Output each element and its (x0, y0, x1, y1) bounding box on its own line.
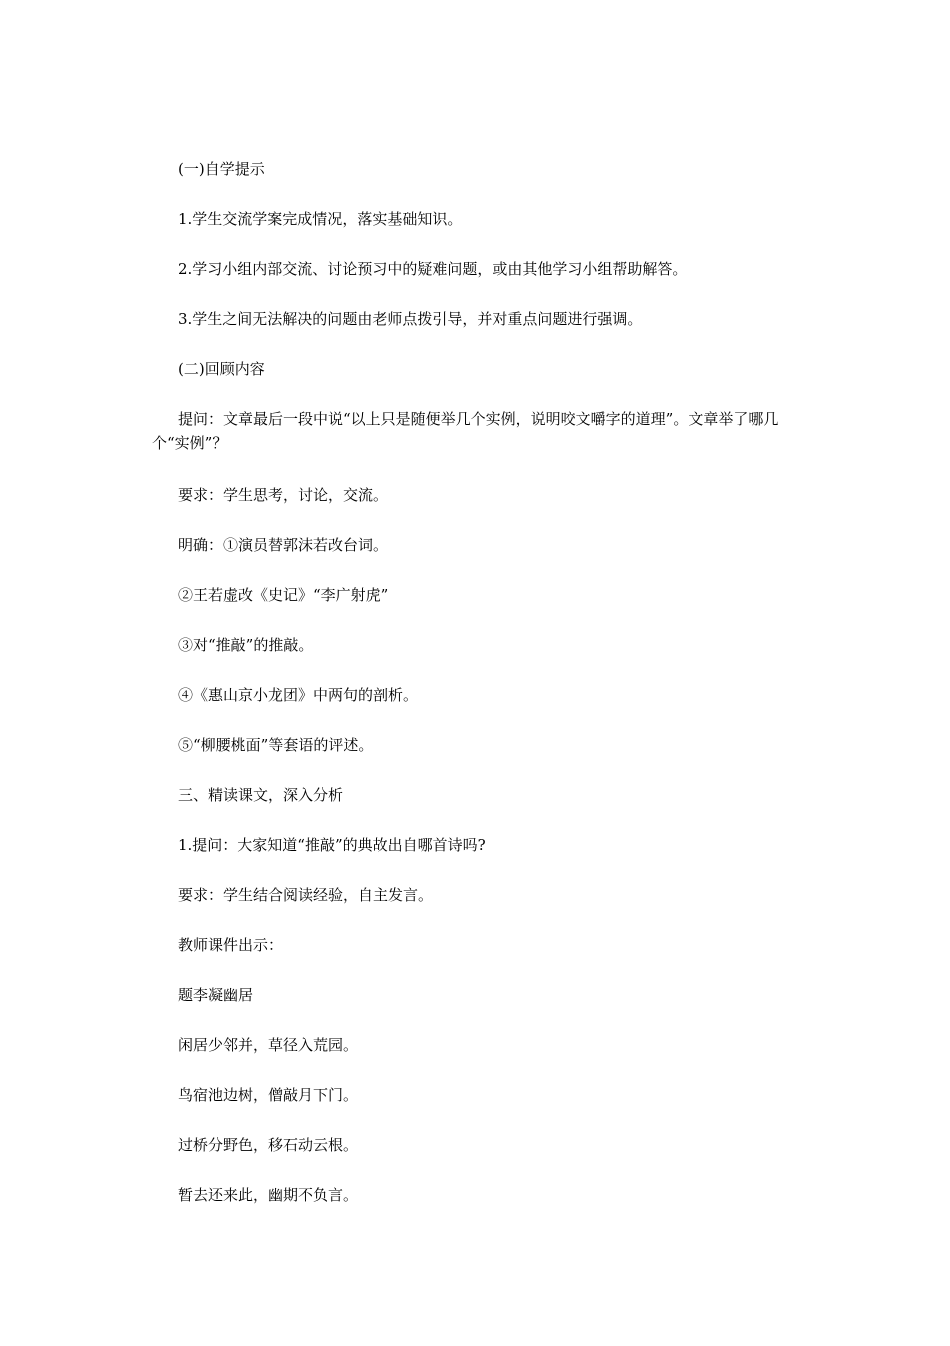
paragraph-question: 提问：文章最后一段中说“以上只是随便举几个实例，说明咬文嚼字的道理”。文章举了哪几个“实例”？ (152, 410, 779, 452)
heading-self-study-tips: (一)自学提示 (178, 160, 265, 178)
poem-title: 题李凝幽居 (178, 986, 254, 1004)
poem-line-3: 过桥分野色，移石动云根。 (178, 1136, 359, 1154)
paragraph-clarify-1: 明确：①演员替郭沫若改台词。 (178, 536, 389, 554)
paragraph-courseware-intro: 教师课件出示： (178, 936, 284, 954)
paragraph-question-tuiqiao: 1.提问：大家知道“推敲”的典故出自哪首诗吗? (178, 836, 486, 854)
paragraph-requirement-speak: 要求：学生结合阅读经验，自主发言。 (178, 886, 434, 904)
paragraph-step-3: 3.学生之间无法解决的问题由老师点拨引导，并对重点问题进行强调。 (178, 310, 643, 328)
paragraph-clarify-3: ③对“推敲”的推敲。 (178, 636, 314, 654)
paragraph-requirement-discuss: 要求：学生思考，讨论，交流。 (178, 486, 389, 504)
poem-line-1: 闲居少邻并，草径入荒园。 (178, 1036, 359, 1054)
heading-close-reading: 三、精读课文，深入分析 (178, 786, 344, 804)
heading-review-content: (二)回顾内容 (178, 360, 265, 378)
poem-line-4: 暂去还来此，幽期不负言。 (178, 1186, 359, 1204)
paragraph-clarify-2: ②王若虚改《史记》“李广射虎” (178, 586, 389, 604)
paragraph-clarify-4: ④《惠山京小龙团》中两句的剖析。 (178, 686, 419, 704)
paragraph-step-1: 1.学生交流学案完成情况，落实基础知识。 (178, 210, 463, 228)
paragraph-clarify-5: ⑤“柳腰桃面”等套语的评述。 (178, 736, 374, 754)
paragraph-step-2: 2.学习小组内部交流、讨论预习中的疑难问题，或由其他学习小组帮助解答。 (178, 260, 688, 278)
poem-line-2: 鸟宿池边树，僧敲月下门。 (178, 1086, 359, 1104)
